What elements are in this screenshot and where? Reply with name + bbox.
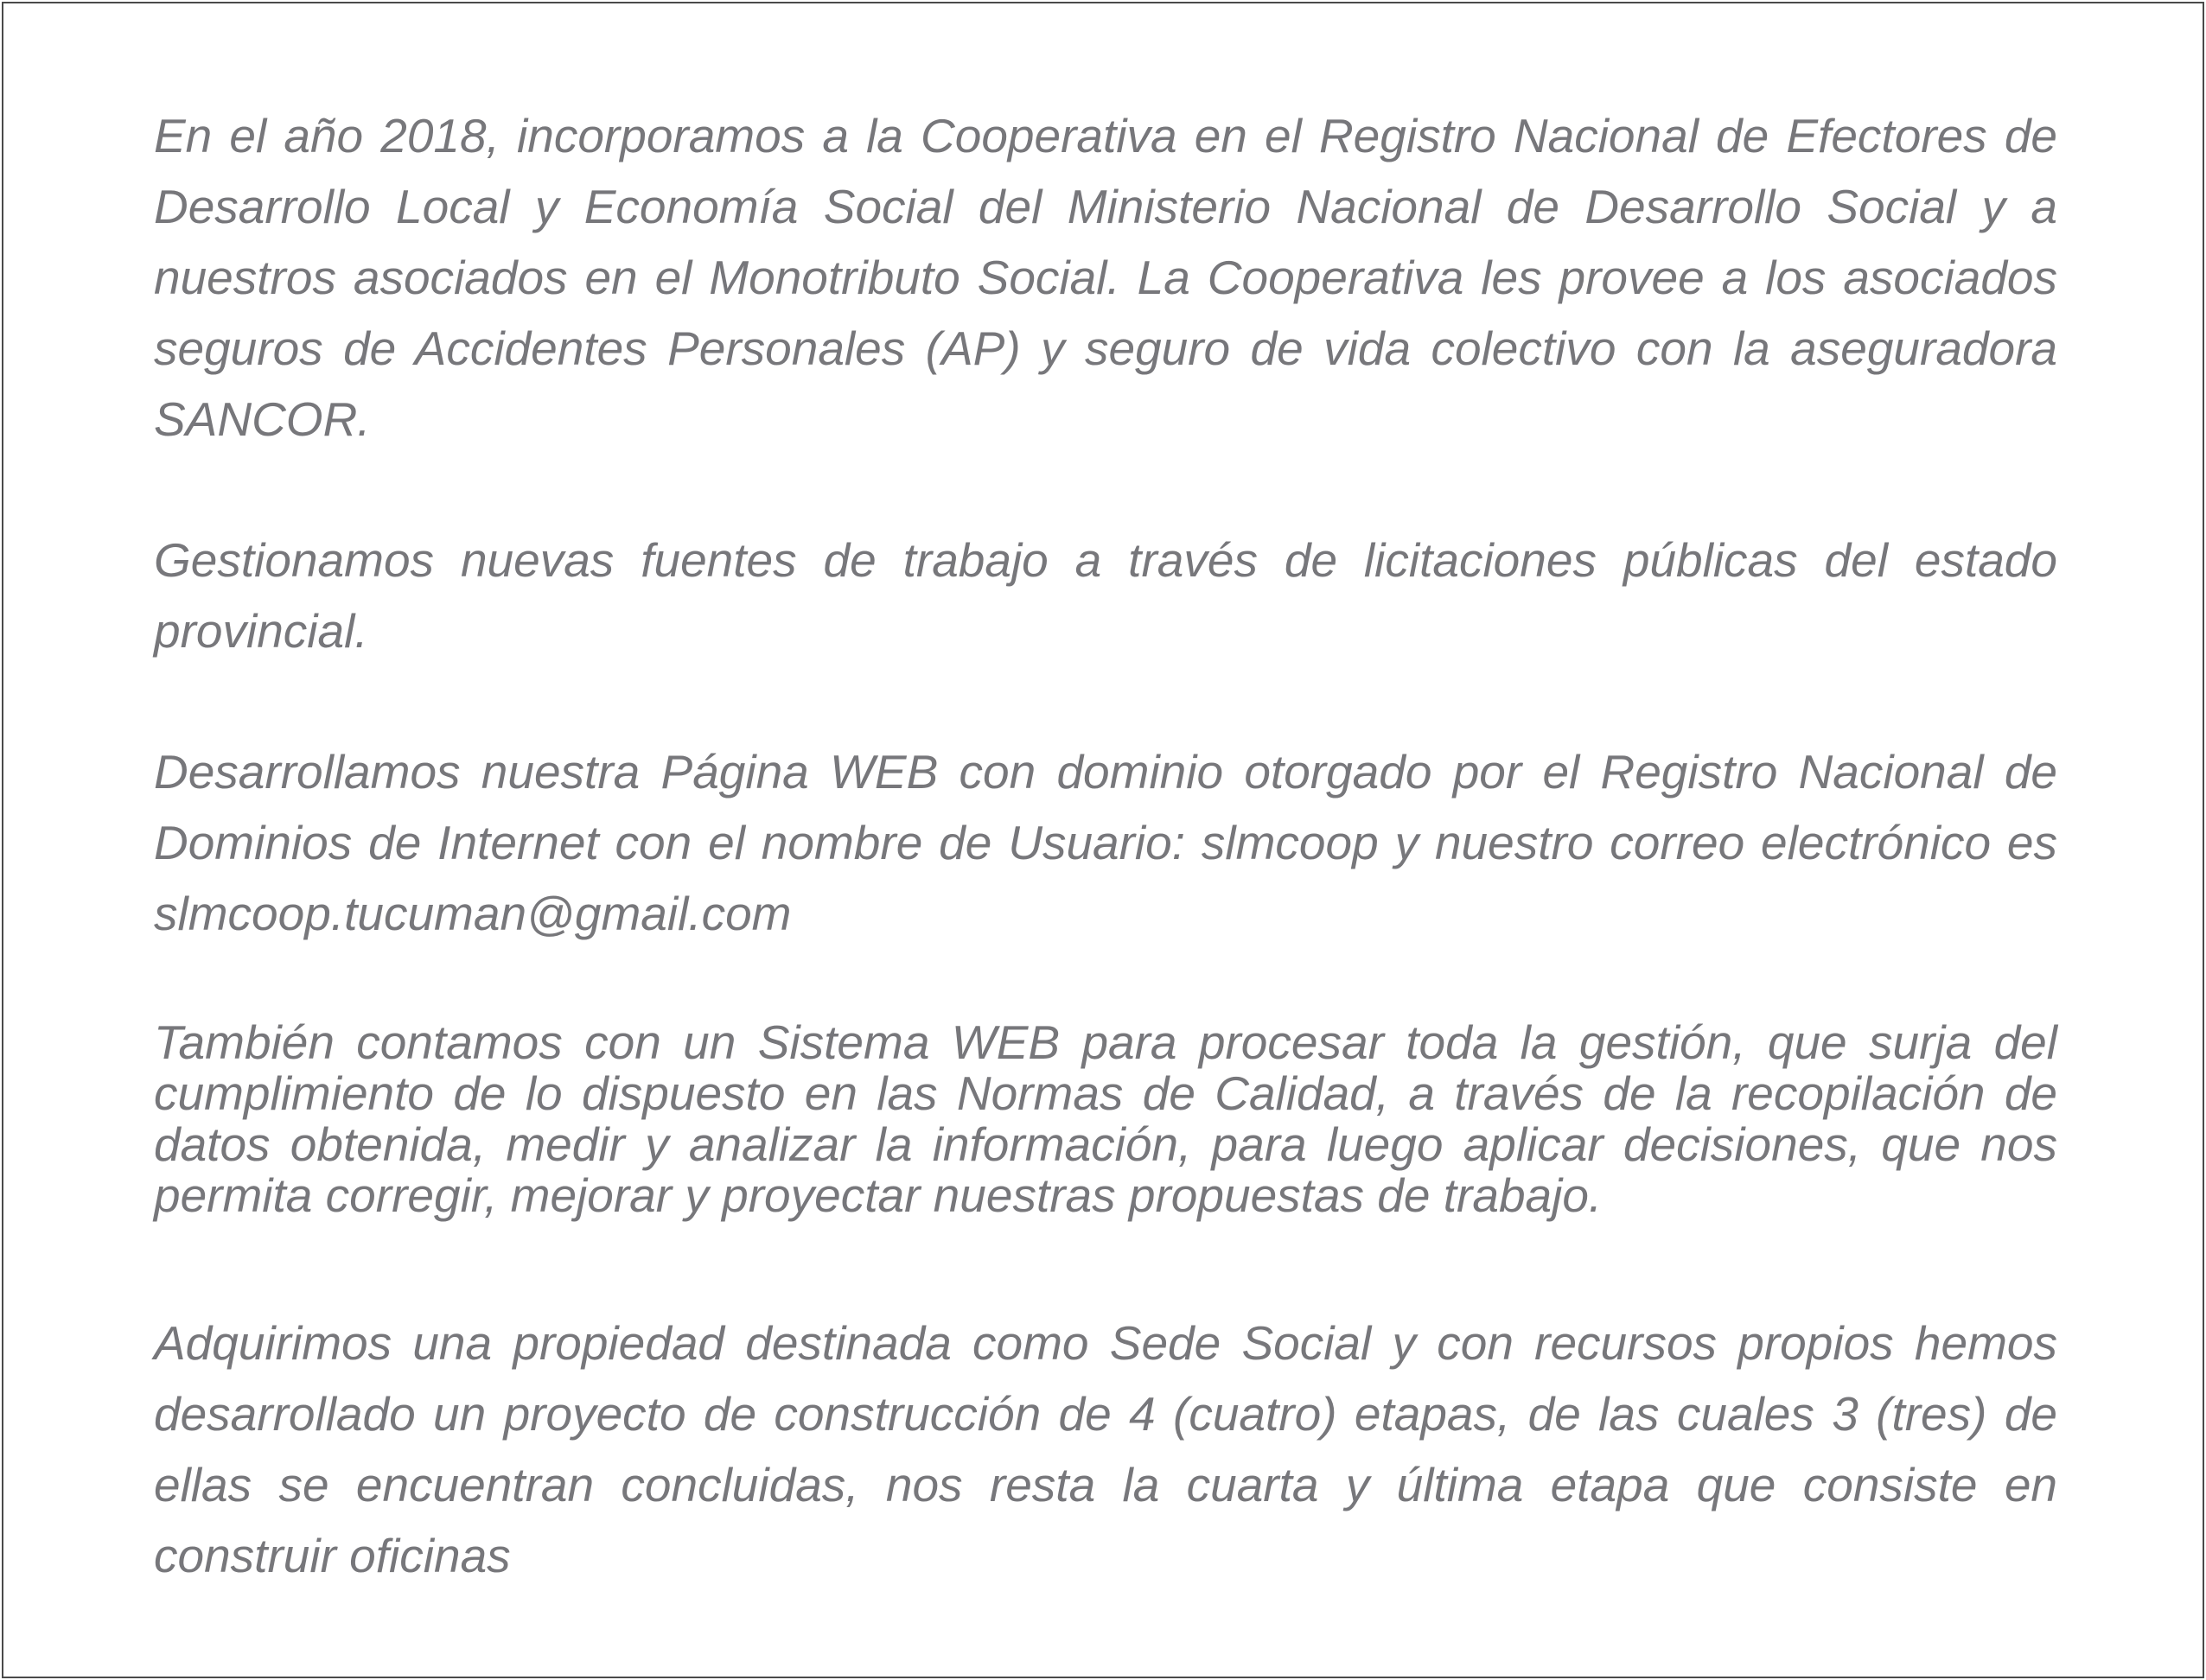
document-body: [154, 100, 2057, 1591]
paragraph-registro-nacional: En el año 2018, incorporamos a la Cooperativa en el Registro Nacional de Efectores de Desarrollo Local y Economía Social del Ministerio Nacional de Desarrollo Social y a nuestros asociados en el Monotributo Social. La Cooperativa les provee a los asociados seguros de Accidentes Personales (AP) y seguro de vida colectivo con la aseguradora SANCOR.: [154, 109, 2057, 446]
paragraph-licitaciones: Gestionamos nuevas fuentes de trabajo a través de licitaciones públicas del estado provincial.: [154, 533, 2057, 658]
document-frame: [2, 2, 2204, 1678]
paragraph-pagina-web: Desarrollamos nuestra Página WEB con dominio otorgado por el Registro Nacional de Dominios de Internet con el nombre de Usuario: slmcoop y nuestro correo electrónico es slmcoop.tucuman@gmail.com: [154, 745, 2057, 940]
paragraph-sistema-web: También contamos con un Sistema WEB para procesar toda la gestión, que surja del cumplimiento de lo dispuesto en las Normas de Calidad, a través de la recopilación de datos obtenida, medir y analizar la información, para luego aplicar decisiones, que nos permita corregir, mejorar y proyectar nuestras propuestas de trabajo.: [154, 1015, 2057, 1222]
paragraph-sede-social: Adquirimos una propiedad destinada como Sede Social y con recursos propios hemos desarrollado un proyecto de construcción de 4 (cuatro) etapas, de las cuales 3 (tres) de ellas se encuentran concluidas, nos resta la cuarta y última etapa que consiste en construir oficinas: [154, 1316, 2057, 1582]
